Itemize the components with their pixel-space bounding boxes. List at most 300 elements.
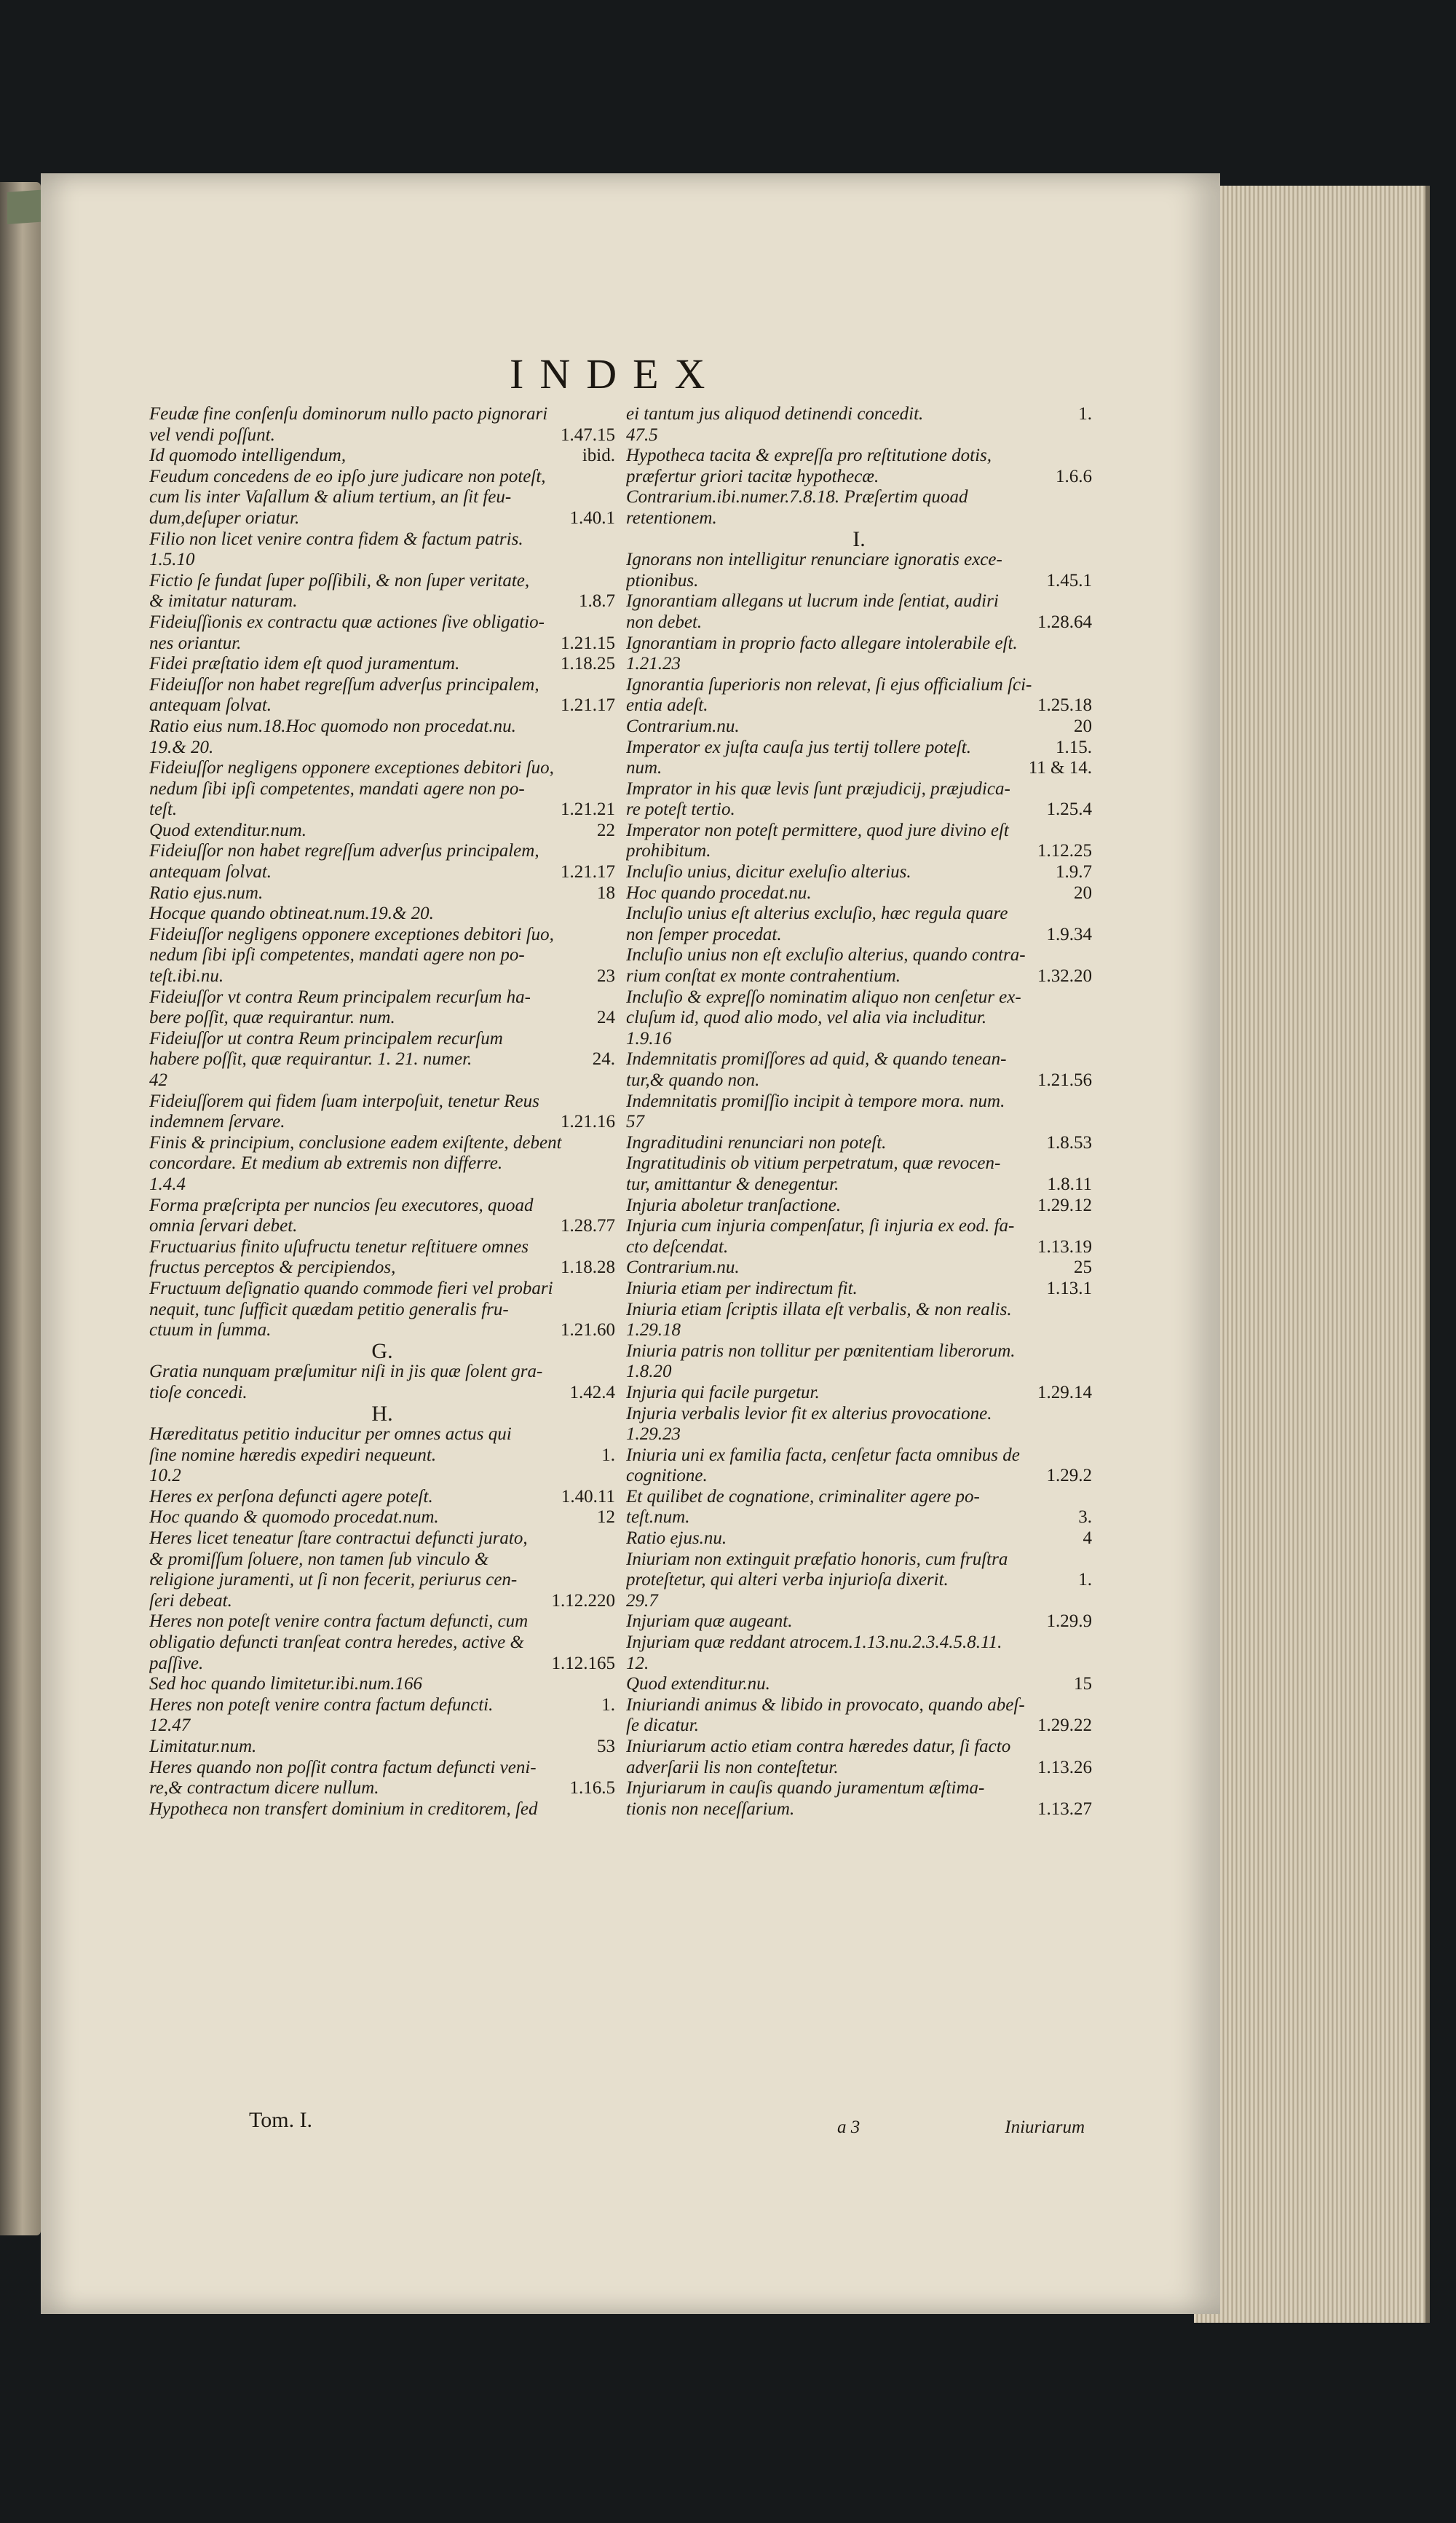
index-entry-line bbox=[149, 1174, 615, 1196]
left-page-edge bbox=[0, 182, 41, 2235]
index-entry-line bbox=[626, 1570, 1092, 1591]
entry-text: Ignorans non intelligitur renunciare ignoratis exce- bbox=[626, 550, 1002, 570]
index-entry-line bbox=[626, 654, 1092, 675]
entry-text: 47.5 bbox=[626, 425, 658, 445]
entry-text: adverſarii lis non conteſtetur. bbox=[626, 1757, 839, 1777]
entry-text: Fidei præſtatio idem eſt quod juramentum. bbox=[149, 654, 460, 674]
entry-text: 57 bbox=[626, 1112, 644, 1132]
entry-text: Ignorantia ſuperioris non relevat, ſi ejus officialium ſci- bbox=[626, 674, 1032, 695]
entry-text: Incluſio & expreſſo nominatim aliquo non cenſetur ex- bbox=[626, 987, 1021, 1007]
index-entry-line bbox=[149, 738, 615, 759]
entry-text: Injuria verbalis levior fit ex alterius provocatione. bbox=[626, 1403, 992, 1424]
index-entry-line bbox=[626, 1070, 1092, 1091]
entry-text: obligatio defuncti tranſeat contra heredes, active & bbox=[149, 1632, 524, 1653]
entry-text: & imitatur naturam. bbox=[149, 591, 298, 612]
entry-reference: 1.29.12 bbox=[1037, 1195, 1092, 1215]
index-entry-line bbox=[626, 1507, 1092, 1528]
index-entry-line bbox=[626, 1528, 1092, 1549]
index-entry-line bbox=[149, 1674, 615, 1695]
index-entry-line bbox=[626, 1008, 1092, 1029]
entry-text: Fictio ſe fundat ſuper poſſibili, & non ſuper veritate, bbox=[149, 570, 530, 591]
entry-reference: ibid. bbox=[582, 446, 615, 466]
index-entry-line bbox=[626, 716, 1092, 738]
index-entry-line bbox=[626, 467, 1092, 488]
index-entry-line bbox=[149, 1611, 615, 1632]
index-entry-line bbox=[149, 841, 615, 862]
page-title: INDEX bbox=[510, 350, 721, 398]
index-entry-line bbox=[626, 821, 1092, 842]
index-entry-line bbox=[626, 841, 1092, 862]
index-entry-line bbox=[149, 1196, 615, 1217]
index-entry-line bbox=[626, 550, 1092, 571]
index-entry-line bbox=[626, 1466, 1092, 1487]
entry-text: proteſtetur, qui alteri verba injurioſa dixerit. bbox=[626, 1570, 949, 1590]
entry-text: Contrarium.nu. bbox=[626, 1257, 740, 1278]
index-entry-line bbox=[149, 487, 615, 508]
entry-reference: 1.28.64 bbox=[1037, 612, 1092, 632]
entry-reference: 22 bbox=[597, 820, 615, 840]
index-entry-line bbox=[149, 945, 615, 966]
index-entry-line bbox=[626, 1487, 1092, 1508]
entry-reference: 1.28.77 bbox=[561, 1216, 615, 1236]
entry-text: Iniuria etiam per indirectum fit. bbox=[626, 1278, 858, 1298]
entry-text: Incluſio unius, dicitur exeluſio alterius. bbox=[626, 862, 911, 883]
entry-text: antequam ſolvat. bbox=[149, 862, 272, 883]
index-entry-line bbox=[149, 1383, 615, 1404]
index-entry-line bbox=[149, 987, 615, 1008]
index-entry-line bbox=[626, 925, 1092, 946]
entry-text: I. bbox=[852, 529, 866, 550]
index-entry-line bbox=[149, 1216, 615, 1237]
entry-reference: 1. bbox=[1078, 1570, 1092, 1590]
entry-text: Id quomodo intelligendum, bbox=[149, 446, 347, 466]
entry-text: Ignorantiam allegans ut lucrum inde ſentiat, audiri bbox=[626, 591, 999, 612]
index-entry-line bbox=[626, 1341, 1092, 1362]
index-entry-line bbox=[149, 1029, 615, 1050]
index-entry-line bbox=[149, 654, 615, 675]
index-entry-line bbox=[626, 1320, 1092, 1341]
index-entry-line bbox=[149, 821, 615, 842]
entry-text: Quod extenditur.nu. bbox=[626, 1674, 770, 1694]
entry-reference: 1.29.9 bbox=[1046, 1611, 1092, 1632]
entry-text: Heres non poteſt venire contra factum defuncti, cum bbox=[149, 1611, 529, 1632]
entry-text: retentionem. bbox=[626, 508, 717, 528]
entry-reference: 1.21.60 bbox=[561, 1320, 615, 1341]
entry-text: Fideiuſſor non habet regreſſum adverſus principalem, bbox=[149, 674, 539, 695]
entry-text: Heres non poteſt venire contra factum defuncti. bbox=[149, 1694, 494, 1715]
entry-text: Fideiuſſionis ex contractu quæ actiones ſive obligatio- bbox=[149, 612, 545, 632]
entry-text: Hoc quando procedat.nu. bbox=[626, 883, 812, 903]
entry-text: vel vendi poſſunt. bbox=[149, 425, 275, 445]
entry-text: Fructuum deſignatio quando commode fieri vel probari bbox=[149, 1278, 553, 1298]
entry-text: Hoc quando & quomodo procedat.num. bbox=[149, 1507, 439, 1528]
entry-text: cto deſcendat. bbox=[626, 1236, 729, 1257]
entry-reference: 1.21.56 bbox=[1037, 1070, 1092, 1090]
index-entry-line bbox=[626, 987, 1092, 1008]
index-entry-line bbox=[149, 633, 615, 655]
entry-text: Hypotheca tacita & expreſſa pro reſtitutione dotis, bbox=[626, 446, 992, 466]
entry-text: tioſe concedi. bbox=[149, 1382, 248, 1402]
entry-text: ſine nomine hæredis expediri nequeunt. bbox=[149, 1445, 437, 1465]
entry-text: nedum ſibi ipſi competentes, mandati agere non po- bbox=[149, 778, 525, 799]
index-entry-line bbox=[626, 738, 1092, 759]
entry-text: Contrarium.ibi.numer.7.8.18. Præſertim quoad bbox=[626, 487, 968, 508]
index-entry-line bbox=[149, 550, 615, 571]
index-entry-line bbox=[149, 467, 615, 488]
index-entry-line bbox=[626, 487, 1092, 508]
entry-text: cognitione. bbox=[626, 1466, 708, 1486]
entry-text: nequit, tunc ſufficit quædam petitio generalis fru- bbox=[149, 1299, 509, 1319]
entry-reference: 1.13.27 bbox=[1037, 1799, 1092, 1819]
index-entry-line bbox=[149, 966, 615, 987]
index-entry-line bbox=[149, 1070, 615, 1091]
entry-text: Imperator ex juſta cauſa jus tertij tollere poteſt. bbox=[626, 737, 971, 757]
entry-text: cluſum id, quod alio modo, vel alia via includitur. bbox=[626, 1008, 987, 1028]
left-index-column bbox=[149, 404, 615, 1820]
index-entry-line bbox=[149, 883, 615, 904]
index-entry-line bbox=[626, 1778, 1092, 1799]
entry-reference: 1.45.1 bbox=[1046, 570, 1092, 591]
entry-reference: 1.29.14 bbox=[1037, 1382, 1092, 1402]
entry-text: Iniuriarum actio etiam contra hæredes datur, ſi facto bbox=[626, 1737, 1011, 1756]
index-entry-line bbox=[626, 1404, 1092, 1425]
entry-text: Gratia nunquam præſumitur niſi in jis quæ ſolent gra- bbox=[149, 1362, 543, 1382]
entry-reference: 1.21.17 bbox=[561, 862, 615, 883]
index-entry-line bbox=[626, 1674, 1092, 1695]
entry-text: 12. bbox=[626, 1653, 649, 1673]
entry-text: omnia ſervari debet. bbox=[149, 1216, 298, 1236]
index-entry-line bbox=[626, 1632, 1092, 1654]
index-entry-line bbox=[626, 1196, 1092, 1217]
index-entry-line bbox=[149, 1632, 615, 1654]
entry-reference: 1.42.4 bbox=[569, 1382, 615, 1402]
entry-text: Feudum concedens de eo ipſo jure judicare non poteſt, bbox=[149, 466, 546, 486]
entry-reference: 12 bbox=[597, 1507, 615, 1528]
entry-text: 1.8.20 bbox=[626, 1362, 672, 1382]
entry-text: ſeri debeat. bbox=[149, 1590, 232, 1611]
signature-mark: a 3 bbox=[837, 2117, 860, 2137]
entry-text: Injuria cum injuria compenſatur, ſi injuria ex eod. fa- bbox=[626, 1216, 1015, 1236]
entry-text: 29.7 bbox=[626, 1590, 658, 1611]
entry-text: Fideiuſſor negligens opponere exceptiones debitori ſuo, bbox=[149, 924, 554, 944]
entry-text: Filio non licet venire contra fidem & factum patris. bbox=[149, 529, 523, 549]
entry-reference: 1.40.11 bbox=[561, 1486, 615, 1507]
index-entry-line bbox=[149, 425, 615, 446]
entry-reference: 1.13.19 bbox=[1037, 1236, 1092, 1257]
entry-text: Hocque quando obtineat.num.19.& 20. bbox=[149, 904, 434, 924]
index-entry-line bbox=[626, 1737, 1092, 1758]
entry-text: Heres ex perſona defuncti agere poteſt. bbox=[149, 1486, 433, 1507]
index-entry-line bbox=[149, 799, 615, 821]
index-entry-line bbox=[626, 1049, 1092, 1070]
index-entry-line bbox=[626, 1591, 1092, 1612]
index-entry-line bbox=[626, 1424, 1092, 1445]
entry-text: Ratio eius num.18.Hoc quomodo non procedat.nu. bbox=[149, 716, 516, 736]
index-entry-line bbox=[149, 1654, 615, 1675]
entry-text: Ingratitudinis ob vitium perpetratum, quæ revocen- bbox=[626, 1153, 1001, 1174]
entry-text: teſt.num. bbox=[626, 1507, 690, 1528]
entry-text: paſſive. bbox=[149, 1653, 204, 1673]
entry-reference: 24 bbox=[597, 1008, 615, 1028]
entry-text: ſe dicatur. bbox=[626, 1715, 699, 1736]
index-entry-line bbox=[149, 1778, 615, 1799]
index-entry-line bbox=[626, 1695, 1092, 1716]
entry-reference: 1.21.15 bbox=[561, 633, 615, 653]
index-entry-line bbox=[626, 571, 1092, 592]
entry-text: Contrarium.nu. bbox=[626, 716, 740, 736]
entry-text: Fideiuſſor ut contra Reum principalem recurſum bbox=[149, 1028, 503, 1049]
entry-text: Imprator in his quæ levis ſunt præjudicij, præjudica- bbox=[626, 778, 1010, 799]
entry-reference: 15 bbox=[1074, 1674, 1092, 1694]
entry-text: nedum ſibi ipſi competentes, mandati agere non po- bbox=[149, 945, 525, 966]
entry-text: G. bbox=[371, 1341, 393, 1362]
index-entry-line bbox=[626, 862, 1092, 883]
index-entry-line bbox=[149, 716, 615, 738]
index-entry-line bbox=[149, 1133, 615, 1154]
entry-text: Fructuarius finito uſufructu tenetur reſtituere omnes bbox=[149, 1236, 529, 1257]
entry-text: Ratio ejus.num. bbox=[149, 883, 264, 903]
entry-text: nes oriantur. bbox=[149, 633, 242, 653]
entry-reference: 1.21.16 bbox=[561, 1112, 615, 1132]
index-entry-line bbox=[626, 612, 1092, 633]
index-entry-line bbox=[149, 1466, 615, 1487]
index-entry-line bbox=[626, 633, 1092, 655]
entry-text: concordare. Et medium ab extremis non differre. bbox=[149, 1153, 503, 1174]
entry-reference: 1.15. bbox=[1056, 737, 1092, 757]
entry-text: Indemnitatis promiſſores ad quid, & quando tenean- bbox=[626, 1049, 1007, 1070]
entry-text: Ignorantiam in proprio facto allegare intolerabile eſt. bbox=[626, 633, 1018, 653]
entry-text: ptionibus. bbox=[626, 570, 699, 591]
entry-text: indemnem ſervare. bbox=[149, 1112, 285, 1132]
entry-text: Quod extenditur.num. bbox=[149, 820, 306, 840]
index-entry-line bbox=[626, 1549, 1092, 1571]
entry-reference: 1.12.25 bbox=[1037, 841, 1092, 861]
index-entry-line bbox=[149, 1528, 615, 1549]
index-entry-line bbox=[149, 508, 615, 529]
index-entry-line bbox=[149, 612, 615, 633]
entry-text: teſt.ibi.nu. bbox=[149, 966, 224, 987]
index-entry-line bbox=[626, 883, 1092, 904]
entry-reference: 1. bbox=[1078, 404, 1092, 424]
index-entry-line bbox=[626, 1091, 1092, 1113]
index-entry-line bbox=[149, 862, 615, 883]
index-entry-line bbox=[626, 1133, 1092, 1154]
entry-text: religione juramenti, ut ſi non fecerit, periurus cen- bbox=[149, 1570, 518, 1590]
entry-text: fructus perceptos & percipiendos, bbox=[149, 1257, 396, 1278]
index-entry-line bbox=[149, 1695, 615, 1716]
index-entry-line bbox=[626, 1715, 1092, 1737]
entry-reference: 1.13.26 bbox=[1037, 1757, 1092, 1777]
index-entry-line bbox=[149, 1320, 615, 1341]
index-entry-line bbox=[626, 904, 1092, 925]
entry-text: bere poſſit, quæ requirantur. num. bbox=[149, 1008, 395, 1028]
entry-reference: 20 bbox=[1074, 716, 1092, 736]
index-entry-line bbox=[149, 1799, 615, 1820]
page-edges bbox=[1194, 186, 1430, 2323]
index-entry-line bbox=[626, 1257, 1092, 1279]
index-entry-line bbox=[149, 695, 615, 716]
entry-text: teſt. bbox=[149, 799, 178, 820]
section-letter bbox=[149, 1341, 615, 1362]
index-entry-line bbox=[626, 1383, 1092, 1404]
entry-text: præfertur griori tacitæ hypothecæ. bbox=[626, 466, 879, 486]
index-entry-line bbox=[626, 404, 1092, 425]
right-index-column bbox=[626, 404, 1092, 1820]
entry-text: H. bbox=[371, 1403, 393, 1425]
entry-text: Injuriam quæ reddant atrocem.1.13.nu.2.3.4.5.8.11. bbox=[626, 1632, 1002, 1653]
entry-reference: 1.40.1 bbox=[569, 508, 615, 528]
index-entry-line bbox=[626, 1112, 1092, 1133]
entry-text: Hæreditatus petitio inducitur per omnes actus qui bbox=[149, 1424, 512, 1445]
entry-text: Imperator non poteſt permittere, quod jure divino eſt bbox=[626, 820, 1009, 840]
entry-reference: 1.12.220 bbox=[551, 1590, 615, 1611]
index-entry-line bbox=[626, 1758, 1092, 1779]
index-entry-line bbox=[626, 945, 1092, 966]
entry-text: Et quilibet de cognatione, criminaliter agere po- bbox=[626, 1486, 980, 1507]
entry-text: Iniuriam non extinguit præfatio honoris, cum fruſtra bbox=[626, 1549, 1008, 1569]
entry-reference: 1.25.4 bbox=[1046, 799, 1092, 820]
index-entry-line bbox=[149, 1091, 615, 1113]
index-entry-line bbox=[626, 1799, 1092, 1820]
entry-text: Incluſio unius non eſt excluſio alterius, quando contra- bbox=[626, 945, 1026, 966]
entry-text: dum,deſuper oriatur. bbox=[149, 508, 300, 528]
entry-reference: 11 & 14. bbox=[1028, 758, 1092, 778]
entry-text: ctuum in ſumma. bbox=[149, 1320, 272, 1341]
index-entry-line bbox=[626, 966, 1092, 987]
index-entry-line bbox=[626, 425, 1092, 446]
entry-text: 1.4.4 bbox=[149, 1174, 186, 1194]
index-entry-line bbox=[149, 404, 615, 425]
index-entry-line bbox=[626, 675, 1092, 696]
entry-text: 42 bbox=[149, 1070, 167, 1090]
entry-text: 1.29.18 bbox=[626, 1320, 681, 1341]
entry-reference: 1.21.21 bbox=[561, 799, 615, 820]
section-letter bbox=[149, 1404, 615, 1425]
entry-text: prohibitum. bbox=[626, 841, 711, 861]
index-entry-line bbox=[626, 446, 1092, 467]
index-entry-line bbox=[149, 1257, 615, 1279]
entry-text: Forma præſcripta per nuncios ſeu executores, quoad bbox=[149, 1195, 534, 1215]
index-entry-line bbox=[149, 1445, 615, 1466]
entry-text: ei tantum jus aliquod detinendi concedit. bbox=[626, 404, 924, 424]
entry-text: Ratio ejus.nu. bbox=[626, 1528, 727, 1549]
entry-text: antequam ſolvat. bbox=[149, 695, 272, 716]
entry-text: tur,& quando non. bbox=[626, 1070, 760, 1090]
entry-text: entia adeſt. bbox=[626, 695, 708, 716]
index-entry-line bbox=[149, 571, 615, 592]
index-entry-line bbox=[149, 1049, 615, 1070]
index-entry-line bbox=[149, 1008, 615, 1029]
index-entry-line bbox=[149, 1362, 615, 1383]
index-entry-line bbox=[626, 1153, 1092, 1174]
index-entry-line bbox=[149, 1737, 615, 1758]
entry-reference: 1.8.7 bbox=[579, 591, 615, 612]
entry-text: Limitatur.num. bbox=[149, 1737, 257, 1756]
entry-reference: 4 bbox=[1083, 1528, 1092, 1549]
entry-reference: 1.47.15 bbox=[561, 425, 615, 445]
entry-text: Injuriam quæ augeant. bbox=[626, 1611, 793, 1632]
entry-text: Fideiuſſor negligens opponere exceptiones debitori ſuo, bbox=[149, 758, 554, 778]
index-entry-line bbox=[626, 1300, 1092, 1321]
entry-text: Heres quando non poſſit contra factum defuncti veni- bbox=[149, 1757, 537, 1777]
volume-label: Tom. I. bbox=[249, 2108, 313, 2132]
entry-text: Iniuria patris non tollitur per pœnitentiam liberorum. bbox=[626, 1341, 1016, 1361]
entry-text: & promiſſum ſoluere, non tamen ſub vinculo & bbox=[149, 1549, 489, 1569]
entry-reference: 1.21.17 bbox=[561, 695, 615, 716]
entry-reference: 18 bbox=[597, 883, 615, 903]
entry-text: 12.47 bbox=[149, 1715, 191, 1736]
entry-text: 1.21.23 bbox=[626, 654, 681, 674]
entry-reference: 24. bbox=[592, 1049, 615, 1070]
entry-text: Injuriarum in cauſis quando juramentum æſtima- bbox=[626, 1778, 985, 1799]
entry-reference: 1.12.165 bbox=[551, 1653, 615, 1673]
entry-reference: 1.18.25 bbox=[561, 654, 615, 674]
entry-text: non ſemper procedat. bbox=[626, 924, 782, 944]
entry-reference: 1.9.34 bbox=[1046, 924, 1092, 944]
entry-reference: 25 bbox=[1074, 1257, 1092, 1278]
index-entry-line bbox=[149, 1570, 615, 1591]
entry-reference: 1.29.22 bbox=[1037, 1715, 1092, 1736]
index-entry-line bbox=[626, 1279, 1092, 1300]
index-entry-line bbox=[149, 1300, 615, 1321]
entry-reference: 1.13.1 bbox=[1046, 1278, 1092, 1298]
entry-text: num. bbox=[626, 758, 662, 778]
index-entry-line bbox=[149, 1112, 615, 1133]
entry-text: Injuria aboletur tranſactione. bbox=[626, 1195, 842, 1215]
entry-reference: 1. bbox=[601, 1694, 615, 1715]
entry-text: cum lis inter Vaſallum & alium tertium, an ſit feu- bbox=[149, 487, 512, 508]
index-entry-line bbox=[149, 675, 615, 696]
entry-reference: 23 bbox=[597, 966, 615, 987]
index-entry-line bbox=[149, 925, 615, 946]
entry-text: tionis non neceſſarium. bbox=[626, 1799, 795, 1819]
entry-text: 1.29.23 bbox=[626, 1424, 681, 1445]
index-entry-line bbox=[626, 1362, 1092, 1383]
index-entry-line bbox=[149, 1507, 615, 1528]
entry-text: Ingraditudini renunciari non poteſt. bbox=[626, 1132, 887, 1153]
index-entry-line bbox=[626, 1216, 1092, 1237]
entry-text: Iniuriandi animus & libido in provocato, quando abeſ- bbox=[626, 1694, 1025, 1715]
entry-text: Feudæ fine conſenſu dominorum nullo pacto pignorari bbox=[149, 404, 548, 424]
entry-text: Incluſio unius eſt alterius excluſio, hæc regula quare bbox=[626, 904, 1008, 924]
entry-text: 1.9.16 bbox=[626, 1028, 672, 1049]
index-entry-line bbox=[626, 591, 1092, 612]
entry-text: Fideiuſſor non habet regreſſum adverſus principalem, bbox=[149, 841, 539, 861]
entry-text: Iniuria etiam ſcriptis illata eſt verbalis, & non realis. bbox=[626, 1299, 1012, 1319]
entry-text: Fideiuſſorem qui fidem ſuam interpoſuit, tenetur Reus bbox=[149, 1091, 539, 1111]
entry-reference: 1. bbox=[601, 1445, 615, 1465]
entry-text: re,& contractum dicere nullum. bbox=[149, 1778, 379, 1799]
index-entry-line bbox=[149, 1591, 615, 1612]
entry-text: rium conſtat ex monte contrahentium. bbox=[626, 966, 901, 987]
entry-text: Hypotheca non transfert dominium in creditorem, ſed bbox=[149, 1799, 538, 1819]
entry-reference: 1.16.5 bbox=[569, 1778, 615, 1799]
index-entry-line bbox=[149, 446, 615, 467]
index-entry-line bbox=[149, 1715, 615, 1737]
index-entry-line bbox=[626, 779, 1092, 800]
index-entry-line bbox=[149, 1487, 615, 1508]
entry-reference: 1.32.20 bbox=[1037, 966, 1092, 987]
index-entry-line bbox=[149, 1153, 615, 1174]
entry-text: 19.& 20. bbox=[149, 737, 214, 757]
index-entry-line bbox=[149, 1549, 615, 1571]
entry-reference: 20 bbox=[1074, 883, 1092, 903]
catchword: Iniuriarum bbox=[1005, 2117, 1085, 2137]
entry-reference: 1.18.28 bbox=[561, 1257, 615, 1278]
entry-reference: 3. bbox=[1078, 1507, 1092, 1528]
entry-reference: 53 bbox=[597, 1737, 615, 1756]
page-footer bbox=[837, 2117, 1085, 2138]
